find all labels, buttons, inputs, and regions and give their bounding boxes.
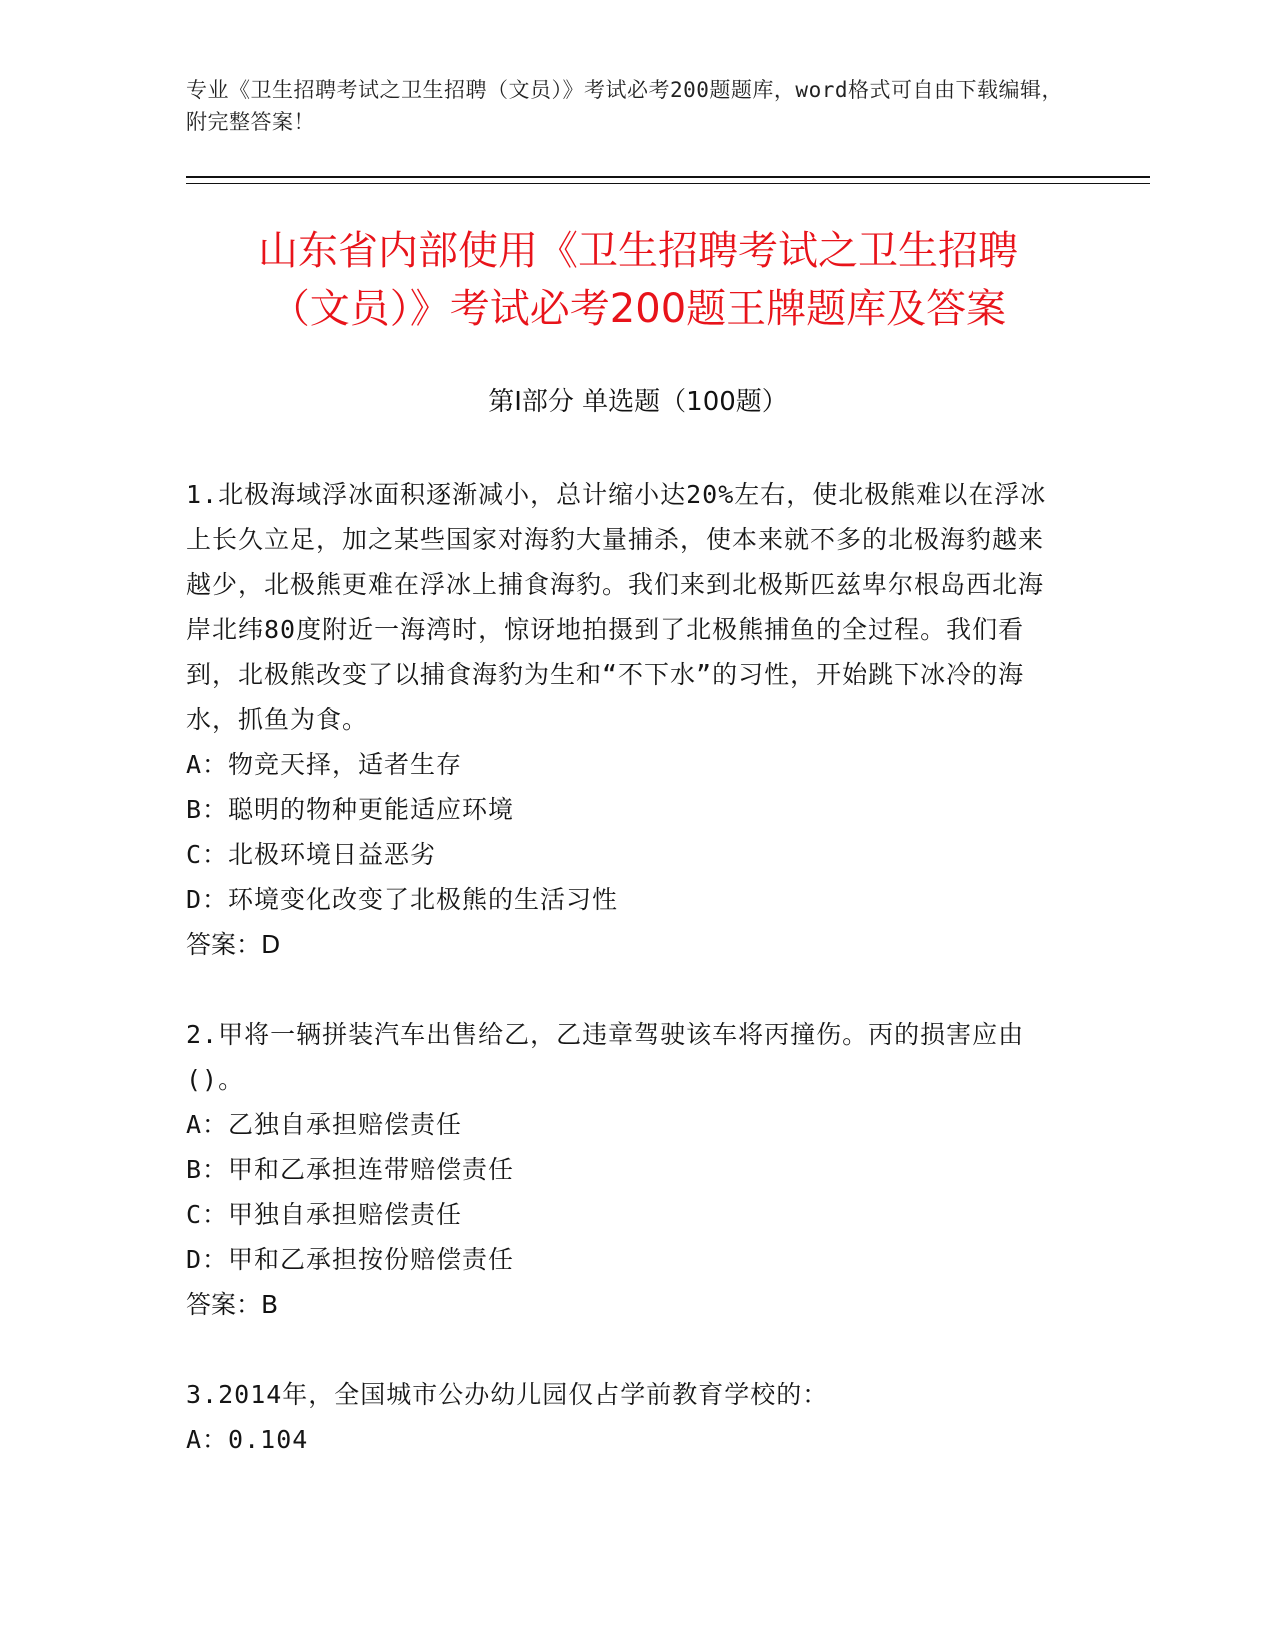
option-d: D：甲和乙承担按份赔偿责任	[186, 1245, 515, 1274]
option-d: D：环境变化改变了北极熊的生活习性	[186, 885, 619, 914]
header-note: 专业《卫生招聘考试之卫生招聘（文员）》考试必考200题题库，word格式可自由下载编辑，附完整答案！	[186, 78, 1063, 134]
header-rule-thin	[186, 183, 1150, 184]
question-spacer	[186, 1327, 1066, 1372]
section-heading: 第Ⅰ部分 单选题（100题）	[488, 387, 788, 417]
document-title	[186, 222, 1090, 338]
option-a: A：物竞天择，适者生存	[186, 750, 463, 779]
option-b: B：聪明的物种更能适应环境	[186, 795, 515, 824]
option-c: C：甲独自承担赔偿责任	[186, 1200, 463, 1229]
question-stem: 3.2014年，全国城市公办幼儿园仅占学前教育学校的：	[186, 1380, 829, 1409]
question-2	[186, 1012, 1066, 1327]
question-stem: 2.甲将一辆拼装汽车出售给乙，乙违章驾驶该车将丙撞伤。丙的损害应由()。	[186, 1020, 1025, 1094]
header-rule-thick	[186, 176, 1150, 178]
option-a: A：乙独自承担赔偿责任	[186, 1110, 463, 1139]
document-title-line-1: 山东省内部使用《卫生招聘考试之卫生招聘	[258, 228, 1018, 274]
question-spacer	[186, 967, 1066, 1012]
document-title-line-2: （文员）》考试必考200题王牌题库及答案	[269, 286, 1007, 332]
option-b: B：甲和乙承担连带赔偿责任	[186, 1155, 515, 1184]
answer: 答案：D	[186, 930, 281, 959]
answer: 答案：B	[186, 1290, 279, 1319]
question-1	[186, 472, 1066, 967]
option-c: C：北极环境日益恶劣	[186, 840, 437, 869]
question-list	[186, 472, 1066, 1462]
option-a: A：0.104	[186, 1425, 309, 1454]
question-3	[186, 1372, 1066, 1462]
question-stem: 1.北极海域浮冰面积逐渐减小，总计缩小达20%左右，使北极熊难以在浮冰上长久立足，加之某些国家对海豹大量捕杀，使本来就不多的北极海豹越来越少，北极熊更难在浮冰上捕食海豹。我们来到北极斯匹兹卑尔根岛西北海岸北纬80度附近一海湾时，惊讶地拍摄到了北极熊捕鱼的全过程。我们看到，北极熊改变了以捕食海豹为生和“不下水”的习性，开始跳下冰冷的海水，抓鱼为食。	[186, 480, 1047, 734]
